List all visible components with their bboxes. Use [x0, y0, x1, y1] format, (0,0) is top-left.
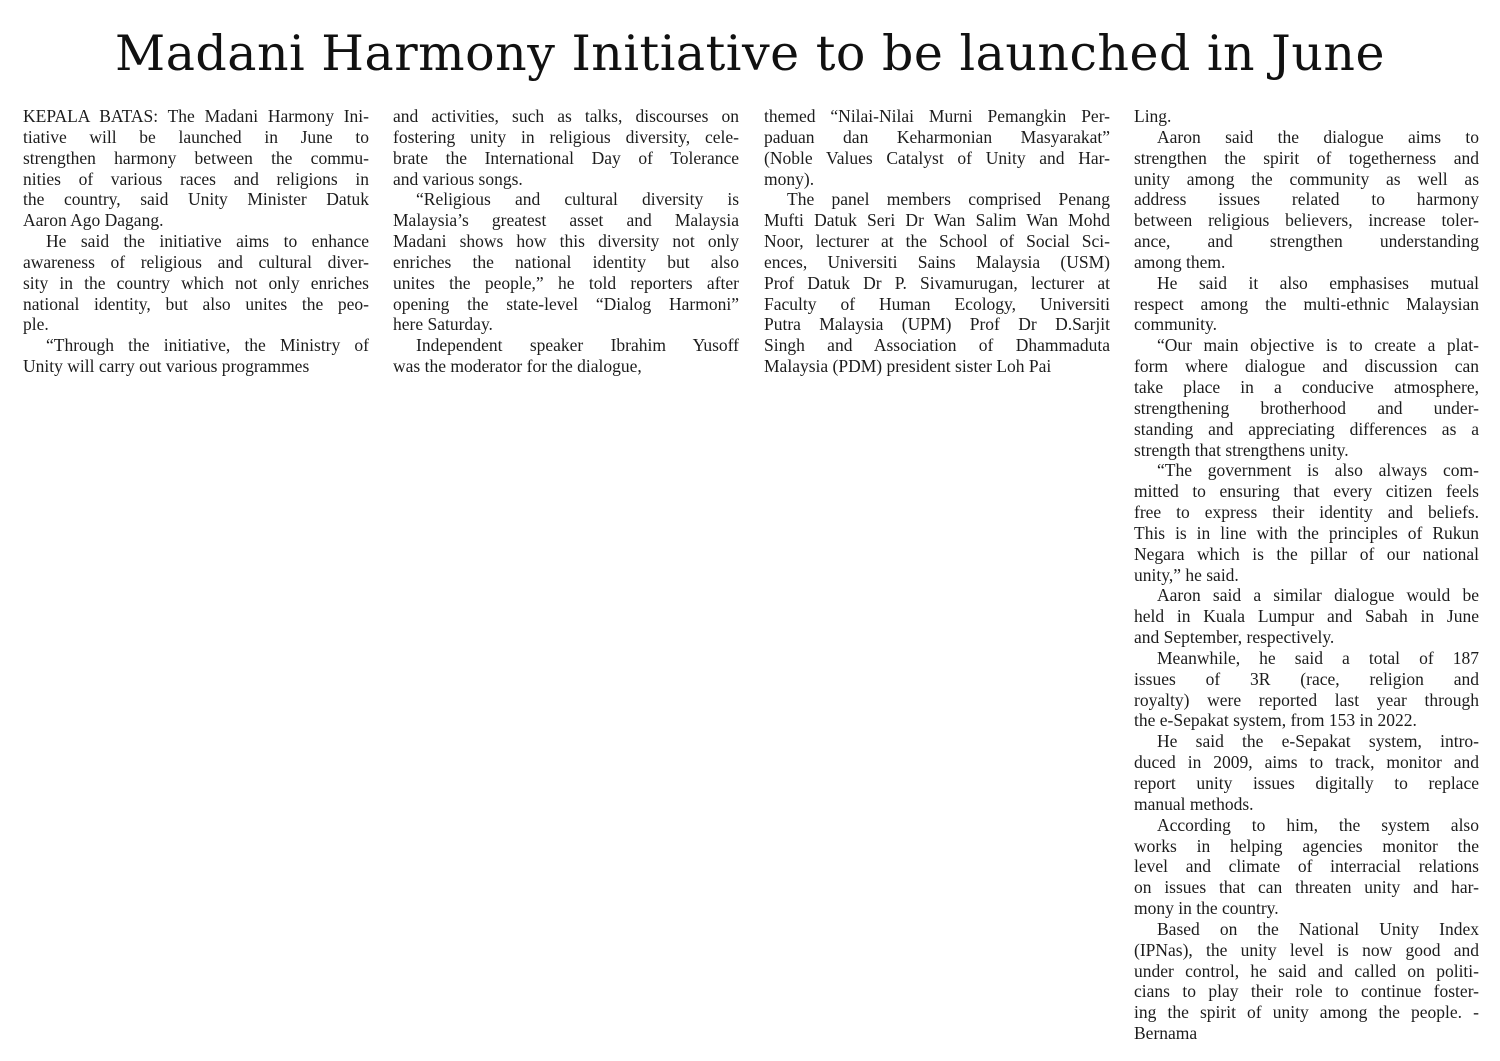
- article-text-line: manual methods.: [1134, 793, 1254, 814]
- article-text-line: sity in the country which not only enriches: [23, 272, 369, 293]
- article-text-line: issues of 3R (race, religion and: [1134, 668, 1479, 689]
- article-text-line: free to express their identity and beliefs.: [1134, 502, 1479, 523]
- article-text-line: mitted to ensuring that every citizen feels: [1134, 481, 1479, 502]
- article-text-line: This is in line with the principles of Rukun: [1134, 522, 1479, 543]
- article-text-line: Aaron said the dialogue aims to: [1157, 126, 1479, 147]
- article-text-line: unity among the community as well as: [1134, 168, 1479, 189]
- article-text-line: Bernama: [1134, 1023, 1198, 1044]
- article-text-line: and various songs.: [393, 168, 523, 189]
- article-text-line: He said the e-Sepakat system, intro-: [1157, 731, 1479, 752]
- article-text-line: level and climate of interracial relations: [1134, 856, 1479, 877]
- article-text-line: Madani shows how this diversity not only: [393, 231, 739, 252]
- article-paragraph: [1134, 815, 1479, 919]
- article-text-line: ance, and strengthen understanding: [1134, 231, 1479, 252]
- article-text-line: strengthen the spirit of togetherness and: [1134, 147, 1479, 168]
- article-text-line: Malaysia’s greatest asset and Malaysia: [393, 210, 739, 231]
- article-text-line: “Our main objective is to create a plat-: [1157, 335, 1479, 356]
- article-text-line: enriches the national identity but also: [393, 251, 739, 272]
- article-text-line: royalty) were reported last year through: [1134, 689, 1479, 710]
- article-text-line: “Religious and cultural diversity is: [416, 189, 739, 210]
- article-text-line: Negara which is the pillar of our national: [1134, 543, 1479, 564]
- article-paragraph: [764, 106, 1110, 189]
- article-text-line: opening the state-level “Dialog Harmoni”: [393, 293, 739, 314]
- article-text-line: brate the International Day of Tolerance: [393, 147, 739, 168]
- article-text-line: community.: [1134, 314, 1217, 335]
- article-text-line: Putra Malaysia (UPM) Prof Dr D.Sarjit: [764, 314, 1110, 335]
- article-text-line: (IPNas), the unity level is now good and: [1134, 939, 1479, 960]
- article-text-line: and September, respectively.: [1134, 627, 1335, 648]
- article-paragraph: [1134, 731, 1479, 814]
- article-paragraph: [1134, 919, 1479, 1044]
- article-text-line: ple.: [23, 314, 49, 335]
- article-paragraph: [1134, 460, 1479, 585]
- article-text-line: here Saturday.: [393, 314, 493, 335]
- article-text-line: tiative will be launched in June to: [23, 126, 369, 147]
- article-text-line: Faculty of Human Ecology, Universiti: [764, 293, 1110, 314]
- article-text-line: address issues related to harmony: [1134, 189, 1479, 210]
- article-text-line: standing and appreciating differences as a: [1134, 418, 1479, 439]
- article-text-line: nities of various races and religions in: [23, 168, 369, 189]
- article-text-line: Aaron Ago Dagang.: [23, 210, 164, 231]
- article-headline: Madani Harmony Initiative to be launched in June: [115, 25, 1385, 82]
- article-column-1: [23, 106, 369, 377]
- article-paragraph: [1134, 335, 1479, 460]
- article-text-line: national identity, but also unites the peo-: [23, 293, 369, 314]
- article-text-line: on issues that can threaten unity and har-: [1134, 877, 1479, 898]
- article-text-line: unity,” he said.: [1134, 564, 1239, 585]
- article-text-line: Noor, lecturer at the School of Social Sci-: [764, 231, 1110, 252]
- article-text-line: Malaysia (PDM) president sister Loh Pai: [764, 356, 1052, 377]
- article-paragraph: [23, 335, 369, 377]
- article-column-2: [393, 106, 739, 377]
- article-text-line: mony in the country.: [1134, 898, 1279, 919]
- article-text-line: strengthening brotherhood and under-: [1134, 397, 1479, 418]
- article-text-line: the country, said Unity Minister Datuk: [23, 189, 369, 210]
- article-text-line: under control, he said and called on politi-: [1134, 960, 1479, 981]
- article-paragraph: [1134, 273, 1479, 336]
- article-paragraph: [23, 231, 369, 335]
- article-text-line: respect among the multi-ethnic Malaysian: [1134, 293, 1479, 314]
- article-text-line: the e-Sepakat system, from 153 in 2022.: [1134, 710, 1417, 731]
- article-paragraph: [1134, 106, 1479, 127]
- article-text-line: KEPALA BATAS: The Madani Harmony Ini-: [23, 106, 369, 126]
- article-paragraph: [1134, 648, 1479, 731]
- article-text-line: Aaron said a similar dialogue would be: [1157, 585, 1479, 606]
- article-text-line: Mufti Datuk Seri Dr Wan Salim Wan Mohd: [764, 210, 1110, 231]
- article-text-line: The panel members comprised Penang: [787, 189, 1110, 210]
- article-text-line: works in helping agencies monitor the: [1134, 835, 1479, 856]
- article-text-line: form where dialogue and discussion can: [1134, 356, 1479, 377]
- article-text-line: Meanwhile, he said a total of 187: [1157, 647, 1479, 668]
- article-column-3: [764, 106, 1110, 377]
- article-text-line: Unity will carry out various programmes: [23, 356, 310, 377]
- article-text-line: report unity issues digitally to replace: [1134, 773, 1479, 793]
- article-paragraph: [393, 335, 739, 377]
- article-text-line: mony).: [764, 168, 815, 189]
- article-paragraph: [764, 189, 1110, 377]
- article-text-line: “The government is also always com-: [1157, 460, 1479, 481]
- article-paragraph: [1134, 127, 1479, 273]
- article-text-line: take place in a conducive atmosphere,: [1134, 376, 1479, 397]
- article-paragraph: [393, 189, 739, 335]
- article-text-line: themed “Nilai-Nilai Murni Pemangkin Per-: [764, 106, 1110, 126]
- article-text-line: “Through the initiative, the Ministry of: [46, 335, 369, 356]
- article-text-line: duced in 2009, aims to track, monitor and: [1134, 752, 1479, 773]
- article-text-line: among them.: [1134, 251, 1226, 272]
- article-text-line: ing the spirit of unity among the people. -: [1134, 1002, 1479, 1023]
- article-paragraph: [23, 106, 369, 231]
- article-text-line: Prof Datuk Dr P. Sivamurugan, lecturer at: [764, 272, 1110, 293]
- article-text-line: Based on the National Unity Index: [1157, 918, 1479, 939]
- article-text-line: Ling.: [1134, 106, 1172, 126]
- article-text-line: held in Kuala Lumpur and Sabah in June: [1134, 606, 1479, 627]
- article-text-line: ences, Universiti Sains Malaysia (USM): [764, 251, 1110, 272]
- article-text-line: strengthen harmony between the commu-: [23, 147, 369, 168]
- article-column-4: [1134, 106, 1479, 1044]
- article-text-line: strength that strengthens unity.: [1134, 439, 1349, 460]
- article-text-line: was the moderator for the dialogue,: [393, 356, 642, 377]
- article-text-line: According to him, the system also: [1157, 814, 1479, 835]
- article-text-line: He said the initiative aims to enhance: [46, 231, 369, 252]
- article-paragraph: [1134, 585, 1479, 648]
- article-text-line: fostering unity in religious diversity, cele-: [393, 126, 739, 147]
- article-text-line: (Noble Values Catalyst of Unity and Har-: [764, 147, 1110, 168]
- article-text-line: Singh and Association of Dhammaduta: [764, 335, 1110, 356]
- article-text-line: and activities, such as talks, discourses on: [393, 106, 739, 126]
- article-text-line: unites the people,” he told reporters after: [393, 272, 739, 293]
- article-text-line: He said it also emphasises mutual: [1157, 272, 1479, 293]
- article-text-line: between religious believers, increase toler-: [1134, 210, 1479, 231]
- article-paragraph: [393, 106, 739, 189]
- article-text-line: cians to play their role to continue foster-: [1134, 981, 1479, 1002]
- article-text-line: awareness of religious and cultural diver-: [23, 251, 369, 272]
- article-text-line: Independent speaker Ibrahim Yusoff: [416, 335, 739, 356]
- article-text-line: paduan dan Keharmonian Masyarakat”: [764, 126, 1110, 147]
